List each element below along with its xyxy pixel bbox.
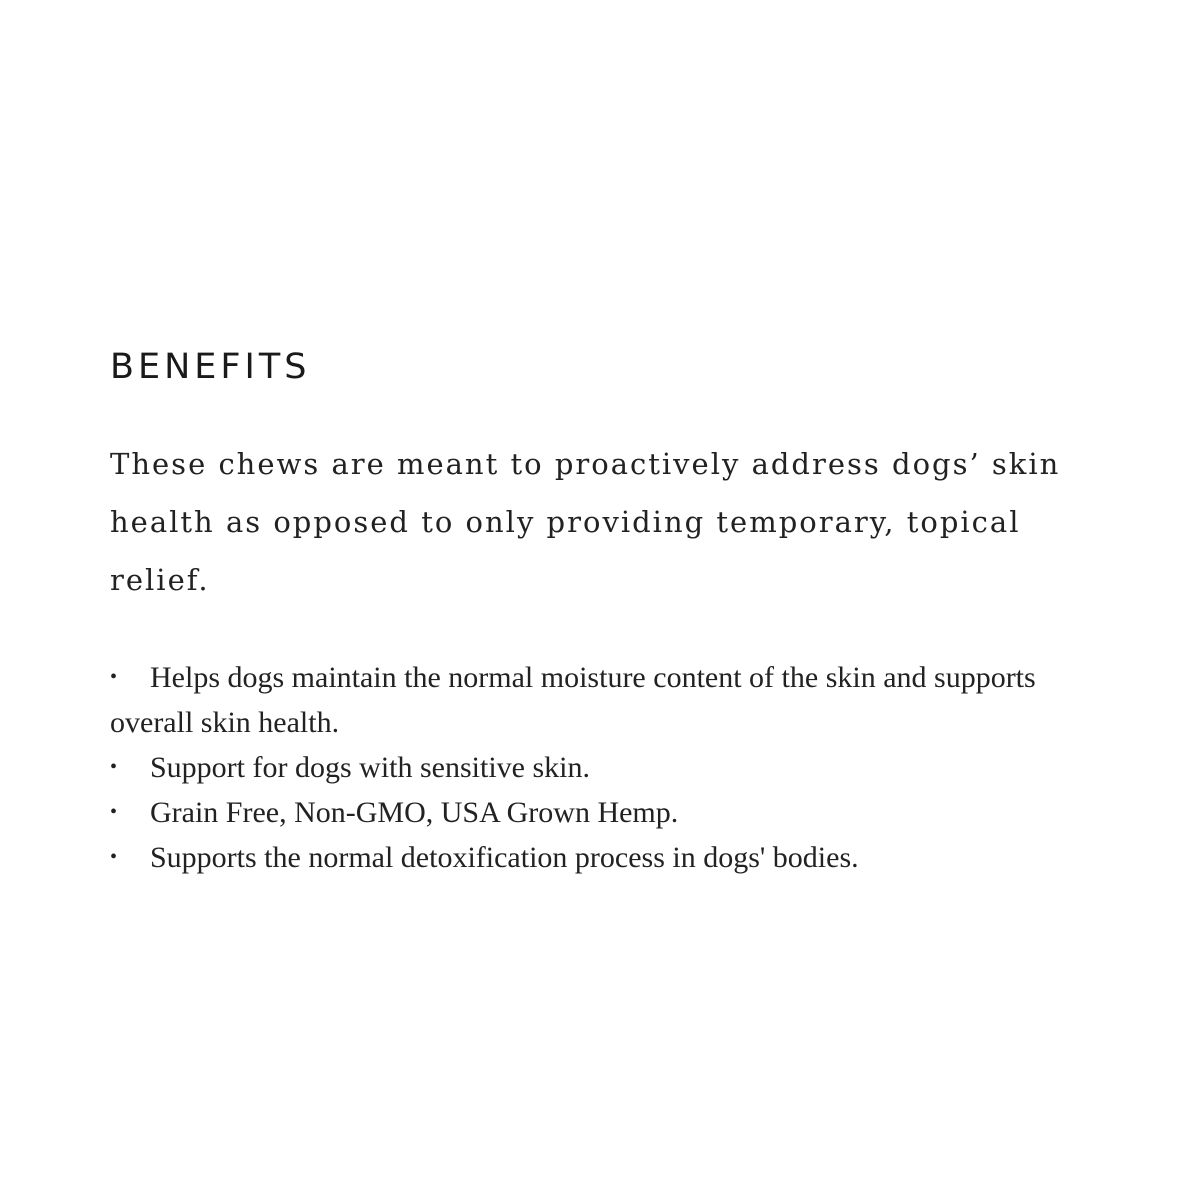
- benefit-text: Supports the normal detoxification process in dogs' bodies.: [150, 841, 859, 874]
- bullet-icon: •: [110, 801, 118, 823]
- benefit-text: Grain Free, Non-GMO, USA Grown Hemp.: [150, 796, 679, 829]
- list-item: [110, 655, 1100, 745]
- list-item: [110, 745, 1100, 790]
- intro-paragraph: These chews are meant to proactively address dogs’ skin health as opposed to only providing temporary, topical relief.: [110, 447, 1061, 597]
- bullet-icon: •: [110, 666, 118, 688]
- benefit-text: Support for dogs with sensitive skin.: [150, 751, 590, 784]
- bullet-icon: •: [110, 846, 118, 868]
- list-item: [110, 835, 1100, 880]
- benefit-text: Helps dogs maintain the normal moisture content of the skin and supports overall skin health.: [110, 661, 1036, 739]
- section-heading: BENEFITS: [110, 347, 311, 387]
- bullet-icon: •: [110, 756, 118, 778]
- list-item: [110, 790, 1100, 835]
- benefits-list: [110, 655, 1100, 880]
- benefits-section: [110, 343, 1100, 880]
